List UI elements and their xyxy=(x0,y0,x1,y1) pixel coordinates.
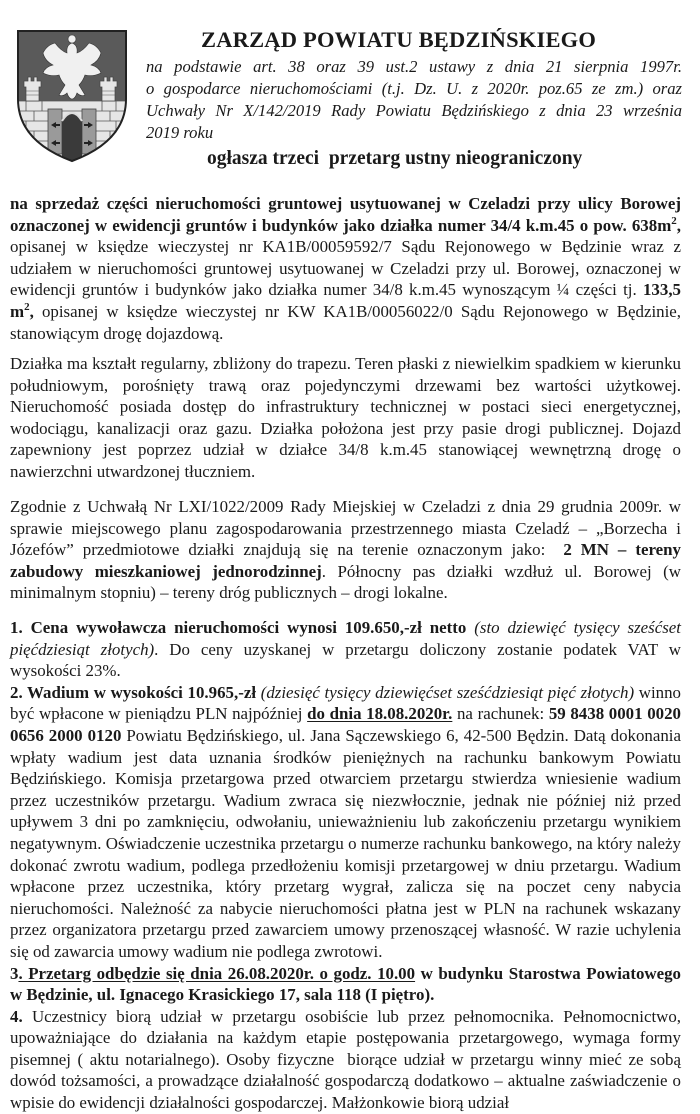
section-number: 3 xyxy=(10,963,19,983)
tender-conditions xyxy=(10,617,686,1114)
share-unit-superscript: 2 xyxy=(24,300,30,313)
legal-basis-line: o gospodarce nieruchomościami (t.j. Dz. U. z 2020r. poz.65 ze zm.) oraz xyxy=(146,79,682,98)
legal-basis-line: na podstawie art. 38 oraz 39 ust.2 ustawy z dnia 21 sierpnia 1997r. xyxy=(146,57,682,76)
property-text-end: opisanej w księdze wieczystej nr KW KA1B/00056022/0 Sądu Rejonowego w Będzinie, stanowiącym drogę dojazdową. xyxy=(10,301,681,343)
legal-basis-line: Uchwały Nr X/142/2019 Rady Powiatu Będzińskiego z dnia 23 września xyxy=(146,101,682,120)
tender-date-time: . Przetarg odbędzie się dnia 26.08.2020r. o godz. 10.00 xyxy=(18,963,416,983)
section-participation xyxy=(10,1006,686,1114)
deposit-rules: Powiatu Będzińskiego, ul. Jana Sączewskiego 6, 42-500 Będzin. Datą dokonania wpłaty wadium jest data uznania środków pieniężnych na rachunku bankowym Powiatu Będzińskiego. Komisja przetargowa przed otwarciem przetargu stwierdza wniesienie wadium przez uczestników przetargu. Wadium zwraca się niezwłocznie, jednak nie później niż przed upływem 3 dni po zamknięciu, odwołaniu, unieważnieniu lub zakończeniu przetargu wynikiem negatywnym. Oświadczenie uczestnika przetargu o numerze rachunku bankowego, na który należy dokonać zwrotu wadium, podlega przedłożeniu komisji przetargowej w dniu przetargu. Wadium wpłacone przez uczestnika, który przetarg wygrał, zalicza się na poczet ceny nabycia nieruchomości. Należność za nabycie nieruchomości płatna jest w PLN na rachunek wskazany przez organizatora przetargu przed zawarciem umowy przenoszącej własność. W razie uchylenia się od zawarcia umowy wadium nie podlega zwrotowi. xyxy=(10,725,681,961)
section-tender-date xyxy=(10,963,681,1006)
deposit-in-words: (dziesięć tysięcy dziewięćset sześćdziesiąt pięć złotych) xyxy=(256,682,635,702)
zoning-text: Zgodnie z Uchwałą Nr LXI/1022/2009 Rady Miejskiej w Czeladzi z dnia 29 grudnia 2009r. w sprawie miejscowego planu zagospodarowania przestrzennego miasta Czeladź – „Borzecha i Józefów” przedmiotowe działki znajdują się na terenie oznaczonym jako: xyxy=(10,497,686,560)
punctuation: , xyxy=(29,301,34,321)
property-description xyxy=(10,193,681,344)
tender-location: w budynku Starostwa Powiatowego w Będzinie, ul. Ignacego Krasickiego 17, sala 118 (I piętro). xyxy=(10,963,682,1005)
deposit-deadline: do dnia 18.08.2020r. xyxy=(307,704,453,724)
issuer-title: ZARZĄD POWIATU BĘDZIŃSKIEGO xyxy=(201,27,597,52)
deposit-amount: 2. Wadium w wysokości 10.965,-zł xyxy=(10,682,257,702)
zoning-text-end: . Północny pas działki wzdłuż ul. Borowej (w minimalnym stopniu) – tereny dróg publicznych – drogi lokalne. xyxy=(10,561,686,603)
coat-of-arms-icon xyxy=(16,29,128,163)
property-area: 638m xyxy=(631,215,672,235)
legal-basis-line: 2019 roku xyxy=(146,123,214,142)
announcement-heading: ogłasza trzeci przetarg ustny nieograniczony xyxy=(207,148,583,169)
bank-account-number: 59 8438 0001 0020 0656 2000 0120 xyxy=(10,704,682,745)
plot-description: Działka ma kształt regularny, zbliżony do trapezu. Teren płaski z niewielkim spadkiem w kierunku południowym, porośnięty trawą oraz pojedynczymi drzewami bez wartości użytkowej. Nieruchomość posiada dostęp do infrastruktury technicznej w postaci sieci energetycznej, wodociągu, kanalizacji oraz gazu. Działka położona jest przy pasie drogi publicznej. Dojazd zapewniony jest poprzez udział w działce 34/8 k.m.45 stanowiącej wewnętrzną drogę o nawierzchni utwardzonej tłuczniem. xyxy=(10,354,681,481)
deposit-text: winno być wpłacone w pieniądzu PLN najpóźniej xyxy=(10,682,681,724)
section-number: 4. xyxy=(10,1006,23,1026)
punctuation: , xyxy=(676,215,681,235)
price-in-words: (sto dziewięć tysięcy sześćset pięćdziesiąt złotych) xyxy=(10,618,681,659)
area-unit-superscript: 2 xyxy=(671,214,677,227)
starting-price: 1. Cena wywoławcza nieruchomości wynosi 109.650,-zł netto xyxy=(10,618,467,637)
legal-basis xyxy=(146,56,682,144)
share-area: 133,5 m xyxy=(10,280,681,321)
zoning-designation: 2 MN – tereny zabudowy mieszkaniowej jednorodzinnej xyxy=(10,540,686,581)
deposit-text: na rachunek: xyxy=(452,704,549,724)
section-price xyxy=(10,617,681,682)
zoning-paragraph xyxy=(10,496,686,604)
price-vat-note: . Do ceny uzyskanej w przetargu doliczony zostanie podatek VAT w wysokości 23%. xyxy=(10,639,681,681)
section-deposit xyxy=(10,682,681,963)
participation-rules: Uczestnicy biorą udział w przetargu osobiście lub przez pełnomocnika. Pełnomocnictwo, upoważniające do działania na każdym etapie postępowania przetargowego, wymaga formy pisemnej ( aktu notarialnego). Osoby fizyczne biorące udział w przetargu winny mieć ze sobą dowód tożsamości, a prowadzące działalność gospodarczą dodatkowo – aktualne zaświadczenie o wpisie do ewidencji działalności gospodarczej. Małżonkowie biorą udział xyxy=(10,1006,686,1113)
property-intro: na sprzedaż części nieruchomości gruntowej usytuowanej w Czeladzi przy ulicy Borowej oznaczonej w ewidencji gruntów i budynków jako działka numer 34/4 k.m.45 o pow. xyxy=(10,194,681,235)
property-text: opisanej w księdze wieczystej nr KA1B/00059592/7 Sądu Rejonowego w Będzinie wraz z udziałem w nieruchomości gruntowej usytuowanej w Czeladzi przy ul. Borowej, oznaczonej w ewidencji gruntów i budynków jako działka numer 34/8 k.m.45 wynoszącym ¼ części tj. xyxy=(10,237,681,300)
